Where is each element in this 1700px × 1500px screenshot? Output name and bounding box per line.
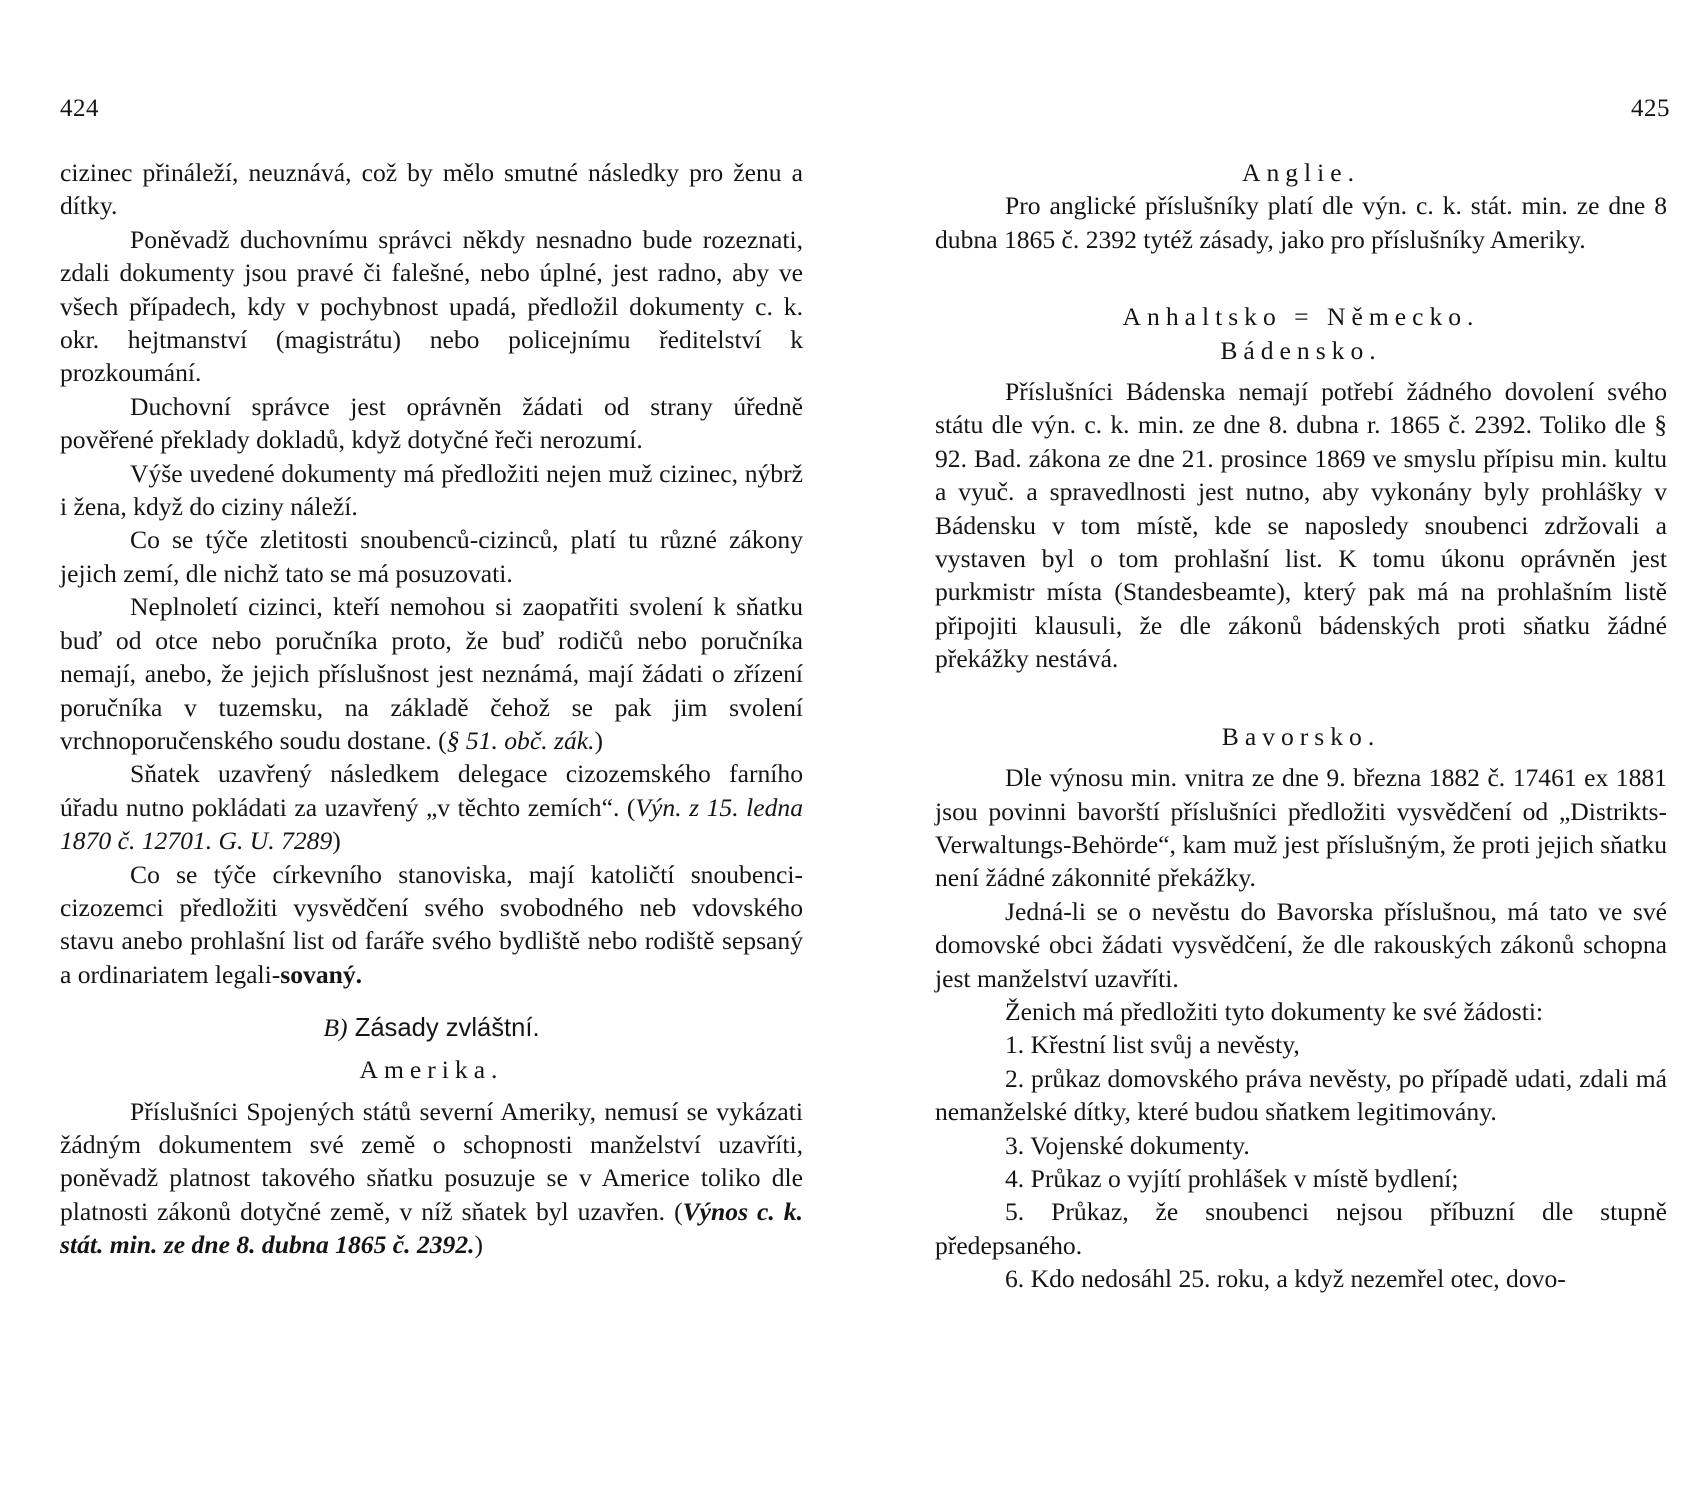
paragraph: cizinec přináleží, neuznává, což by mělo smutné následky pro ženu a dítky. [60,158,803,221]
list-item: 4. Průkaz o vyjítí prohlášek v místě bydlení; [1005,1163,1459,1193]
paragraph [60,858,803,992]
legal-citation: Výn. z 15. ledna 1870 č. 12701. G. U. 7289 [60,792,804,856]
paragraph: Pro anglické příslušníky platí dle výn. c. k. stát. min. ze dne 8 dubna 1865 č. 2392 tytéž zásady, jako pro příslušníky Ameriky. [935,191,1667,254]
paragraph-text: Co se týče církevního stanoviska, mají katoličtí snoubenci-cizozemci předložiti vysvědčení svého svobodného neb vdovského stavu anebo prohlašní list od faráře svého bydliště nebo rodiště sepsaný a ordinariatem legali- [60,859,803,989]
paragraph [60,757,803,857]
list-item: 6. Kdo nedosáhl 25. roku, a když nezemřel otec, dovo- [1005,1264,1566,1294]
citation-open: ( [626,792,636,822]
page-number-left: 424 [60,95,99,122]
paragraph: Jedná-li se o nevěstu do Bavorska příslušnou, má tato ve své domovské obci žádati vysvědčení, že dle rakouských zákonů schopna jest manželství uzavříti. [935,896,1667,993]
citation-close: ) [594,725,604,755]
citation-open: ( [674,1196,683,1226]
paragraph: Duchovní správce jest oprávněn žádati od strany úředně pověřené překlady dokladů, když dotyčné řeči nerozumí. [60,391,803,455]
paragraph-text: Neplnoletí cizinci, kteří nemohou si zaopatřiti svolení k sňatku buď od otce nebo poručníka proto, že buď rodičů nebo poručníka nemají, anebo, že jejich příslušnost jest neznámá, mají žádati o zřízení poručníka v tuzemsku, na základě čehož se pak jim svolení vrchnoporučenského soudu dostane. [60,592,803,755]
paragraph: Co se týče zletitosti snoubenců-cizinců, platí tu různé zákony jejich zemí, dle nichž tato se má posuzovati. [60,525,803,588]
heading-anglie: Anglie. [1241,158,1361,187]
section-heading [60,1011,803,1045]
paragraph-text: Sňatek uzavřený následkem delegace cizozemského farního úřadu nutno pokládati za uzavřený „v těchto zemích“. [60,759,803,822]
heading-badensko: Bádensko. [1220,335,1382,365]
list-item: 1. Křestní list svůj a nevěsty, [1005,1030,1300,1060]
section-letter: B) [323,1013,348,1043]
paragraph: Příslušníci Bádenska nemají potřebí žádného dovolení svého státu dle výn. c. k. min. ze dne 8. dubna r. 1865 č. 2392. Toliko dle § 92. Bad. zákona ze dne 21. prosince 1869 ve smyslu přípisu min. kultu a vyuč. a spravedlnosti jest nutno, aby vykonány byly prohlášky v Bádensku v tom místě, kde se naposledy snoubenci zdržovali a vystaven byl o tom prohlašní list. K tomu úkonu oprávněn jest purkmistr místa (Standesbeamte), který pak má na prohlašním listě připojiti klausuli, že dle zákonů bádenských proti sňatku žádné překážky nestává. [935,377,1667,674]
legal-citation: § 51. obč. zák. [446,725,595,755]
page-number-right: 425 [1631,95,1670,122]
paragraph [60,1095,803,1262]
paragraph [60,590,803,757]
list-item: 3. Vojenské dokumenty. [1005,1130,1250,1160]
paragraph-text: Příslušníci Spojených států severní Ameriky, nemusí se vykázati žádným dokumentem své země o schopnosti manželství uzavříti, poněvadž platnost takového sňatku posuzuje se v Americe toliko dle platnosti zákonů dotyčné země, v níž sňatek byl uzavřen. [60,1096,803,1226]
section-title: Zásady zvláštní. [354,1014,540,1043]
paragraph: Ženich má předložiti tyto dokumenty ke své žádosti: [1005,996,1544,1026]
citation-close: ) [474,1230,484,1260]
legal-citation: Výnos c. k. stát. min. ze dne 8. dubna 1865 č. 2392. [60,1196,803,1260]
heading-amerika: Amerika. [359,1055,504,1085]
heading-bavorsko: Bavorsko. [1221,721,1381,751]
list-item: 5. Průkaz, že snoubenci nejsou příbuzní dle stupně předepsaného. [935,1197,1667,1260]
heading-anhaltsko: Anhaltsko = Německo. [1122,302,1480,332]
paragraph: Poněvadž duchovnímu správci někdy nesnadno bude rozeznati, zdali dokumenty jsou pravé či falešné, nebo úplné, jest radno, aby ve všech případech, kdy v pochybnost upadá, předložil dokumenty c. k. okr. hejtmanství (magistrátu) nebo policejnímu ředitelství k prozkoumání. [60,224,803,388]
paragraph: Výše uvedené dokumenty má předložiti nejen muž cizinec, nýbrž i žena, když do ciziny náleží. [60,458,803,522]
citation-open: ( [438,725,447,755]
paragraph: Dle výnosu min. vnitra ze dne 9. března 1882 č. 17461 ex 1881 jsou povinni bavorští příslušníci předložiti vysvědčení od „Distrikts-Verwaltungs-Behörde“, kam muž jest příslušným, že proti jejich sňatku není žádné zákonnité překážky. [935,763,1667,893]
paragraph-end: sovaný. [280,959,363,989]
list-item: 2. průkaz domovského práva nevěsty, po případě udati, zdali má nemanželské dítky, které budou sňatkem legitimovány. [935,1063,1667,1127]
citation-close: ) [332,826,341,856]
left-page-column [60,156,803,1262]
right-page-column [935,156,1667,1296]
